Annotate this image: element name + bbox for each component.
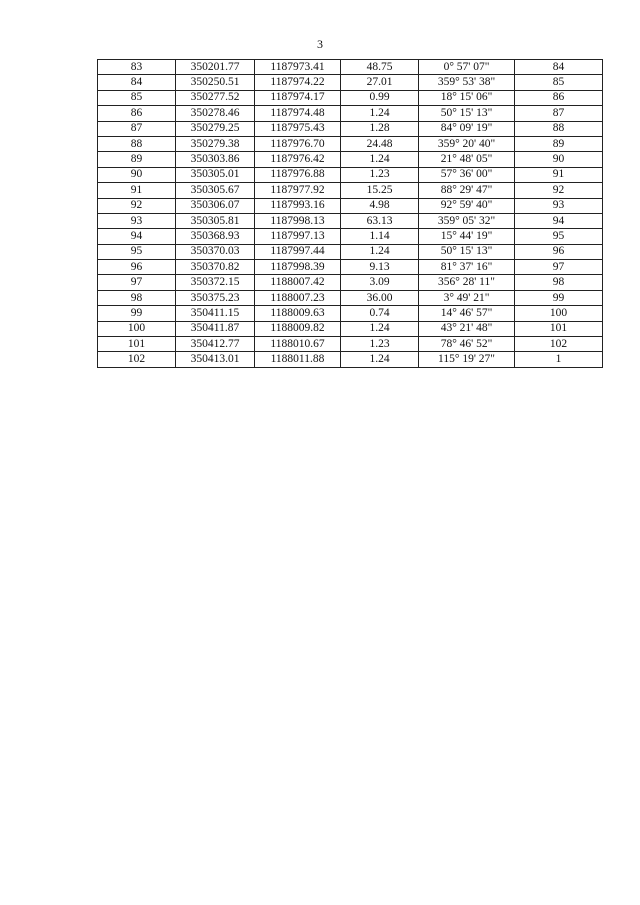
cell-y-coordinate: 1187976.42 — [255, 152, 341, 167]
cell-bearing: 3° 49' 21" — [419, 290, 515, 305]
cell-x-coordinate: 350277.52 — [176, 90, 255, 105]
cell-next-point: 94 — [515, 213, 603, 228]
cell-y-coordinate: 1188009.82 — [255, 321, 341, 336]
cell-x-coordinate: 350279.38 — [176, 136, 255, 151]
cell-next-point: 98 — [515, 275, 603, 290]
coordinates-table-body — [98, 60, 603, 368]
cell-x-coordinate: 350278.46 — [176, 106, 255, 121]
cell-x-coordinate: 350370.82 — [176, 260, 255, 275]
table-row — [98, 321, 603, 336]
table-row — [98, 75, 603, 90]
table-row — [98, 244, 603, 259]
cell-distance: 1.28 — [341, 121, 419, 136]
cell-distance: 4.98 — [341, 198, 419, 213]
cell-bearing: 50° 15' 13" — [419, 106, 515, 121]
cell-point-number: 95 — [98, 244, 176, 259]
cell-bearing: 0° 57' 07" — [419, 60, 515, 75]
cell-x-coordinate: 350411.87 — [176, 321, 255, 336]
cell-distance: 36.00 — [341, 290, 419, 305]
cell-distance: 1.23 — [341, 337, 419, 352]
cell-next-point: 100 — [515, 306, 603, 321]
cell-next-point: 101 — [515, 321, 603, 336]
cell-distance: 1.14 — [341, 229, 419, 244]
cell-point-number: 102 — [98, 352, 176, 367]
cell-point-number: 92 — [98, 198, 176, 213]
cell-next-point: 1 — [515, 352, 603, 367]
cell-bearing: 15° 44' 19" — [419, 229, 515, 244]
cell-point-number: 101 — [98, 337, 176, 352]
cell-point-number: 99 — [98, 306, 176, 321]
cell-bearing: 14° 46' 57" — [419, 306, 515, 321]
cell-y-coordinate: 1187974.17 — [255, 90, 341, 105]
cell-y-coordinate: 1187993.16 — [255, 198, 341, 213]
cell-y-coordinate: 1187997.44 — [255, 244, 341, 259]
cell-point-number: 94 — [98, 229, 176, 244]
cell-y-coordinate: 1188007.42 — [255, 275, 341, 290]
cell-x-coordinate: 350372.15 — [176, 275, 255, 290]
cell-distance: 1.24 — [341, 352, 419, 367]
cell-next-point: 102 — [515, 337, 603, 352]
cell-distance: 0.74 — [341, 306, 419, 321]
cell-next-point: 99 — [515, 290, 603, 305]
cell-point-number: 93 — [98, 213, 176, 228]
cell-x-coordinate: 350368.93 — [176, 229, 255, 244]
cell-distance: 24.48 — [341, 136, 419, 151]
cell-next-point: 89 — [515, 136, 603, 151]
cell-x-coordinate: 350411.15 — [176, 306, 255, 321]
cell-distance: 1.24 — [341, 106, 419, 121]
cell-distance: 1.24 — [341, 244, 419, 259]
cell-next-point: 96 — [515, 244, 603, 259]
cell-y-coordinate: 1187998.39 — [255, 260, 341, 275]
cell-y-coordinate: 1187975.43 — [255, 121, 341, 136]
cell-y-coordinate: 1187973.41 — [255, 60, 341, 75]
cell-x-coordinate: 350303.86 — [176, 152, 255, 167]
cell-point-number: 83 — [98, 60, 176, 75]
cell-bearing: 115° 19' 27" — [419, 352, 515, 367]
table-row — [98, 60, 603, 75]
cell-x-coordinate: 350305.67 — [176, 183, 255, 198]
cell-next-point: 88 — [515, 121, 603, 136]
cell-x-coordinate: 350306.07 — [176, 198, 255, 213]
cell-point-number: 85 — [98, 90, 176, 105]
cell-x-coordinate: 350412.77 — [176, 337, 255, 352]
cell-x-coordinate: 350370.03 — [176, 244, 255, 259]
cell-distance: 1.23 — [341, 167, 419, 182]
cell-distance: 1.24 — [341, 321, 419, 336]
cell-x-coordinate: 350413.01 — [176, 352, 255, 367]
cell-next-point: 93 — [515, 198, 603, 213]
table-row — [98, 152, 603, 167]
cell-bearing: 78° 46' 52" — [419, 337, 515, 352]
cell-next-point: 97 — [515, 260, 603, 275]
cell-y-coordinate: 1187976.70 — [255, 136, 341, 151]
cell-next-point: 85 — [515, 75, 603, 90]
cell-point-number: 88 — [98, 136, 176, 151]
cell-y-coordinate: 1187997.13 — [255, 229, 341, 244]
cell-distance: 0.99 — [341, 90, 419, 105]
cell-point-number: 84 — [98, 75, 176, 90]
cell-x-coordinate: 350375.23 — [176, 290, 255, 305]
coordinates-table — [97, 59, 603, 368]
cell-x-coordinate: 350201.77 — [176, 60, 255, 75]
cell-y-coordinate: 1187974.22 — [255, 75, 341, 90]
cell-next-point: 95 — [515, 229, 603, 244]
cell-point-number: 89 — [98, 152, 176, 167]
cell-point-number: 90 — [98, 167, 176, 182]
cell-distance: 48.75 — [341, 60, 419, 75]
cell-bearing: 359° 20' 40" — [419, 136, 515, 151]
cell-y-coordinate: 1187977.92 — [255, 183, 341, 198]
cell-distance: 63.13 — [341, 213, 419, 228]
table-row — [98, 337, 603, 352]
cell-y-coordinate: 1187974.48 — [255, 106, 341, 121]
cell-x-coordinate: 350279.25 — [176, 121, 255, 136]
cell-next-point: 91 — [515, 167, 603, 182]
page-number: 3 — [317, 37, 323, 51]
cell-point-number: 96 — [98, 260, 176, 275]
cell-point-number: 87 — [98, 121, 176, 136]
table-row — [98, 260, 603, 275]
cell-bearing: 84° 09' 19" — [419, 121, 515, 136]
cell-bearing: 21° 48' 05" — [419, 152, 515, 167]
cell-y-coordinate: 1188011.88 — [255, 352, 341, 367]
cell-bearing: 88° 29' 47" — [419, 183, 515, 198]
table-row — [98, 352, 603, 367]
cell-bearing: 356° 28' 11" — [419, 275, 515, 290]
table-row — [98, 90, 603, 105]
cell-y-coordinate: 1188007.23 — [255, 290, 341, 305]
table-row — [98, 183, 603, 198]
table-row — [98, 106, 603, 121]
cell-next-point: 87 — [515, 106, 603, 121]
cell-y-coordinate: 1187998.13 — [255, 213, 341, 228]
cell-y-coordinate: 1187976.88 — [255, 167, 341, 182]
table-row — [98, 198, 603, 213]
table-row — [98, 213, 603, 228]
cell-bearing: 57° 36' 00" — [419, 167, 515, 182]
cell-distance: 3.09 — [341, 275, 419, 290]
cell-next-point: 86 — [515, 90, 603, 105]
cell-y-coordinate: 1188009.63 — [255, 306, 341, 321]
table-row — [98, 275, 603, 290]
cell-bearing: 359° 05' 32" — [419, 213, 515, 228]
cell-distance: 9.13 — [341, 260, 419, 275]
table-row — [98, 167, 603, 182]
table-row — [98, 121, 603, 136]
cell-bearing: 50° 15' 13" — [419, 244, 515, 259]
cell-point-number: 86 — [98, 106, 176, 121]
table-row — [98, 290, 603, 305]
cell-x-coordinate: 350250.51 — [176, 75, 255, 90]
cell-bearing: 359° 53' 38" — [419, 75, 515, 90]
cell-point-number: 91 — [98, 183, 176, 198]
table-row — [98, 306, 603, 321]
cell-x-coordinate: 350305.81 — [176, 213, 255, 228]
table-row — [98, 229, 603, 244]
cell-next-point: 90 — [515, 152, 603, 167]
table-row — [98, 136, 603, 151]
cell-point-number: 97 — [98, 275, 176, 290]
cell-point-number: 98 — [98, 290, 176, 305]
cell-distance: 15.25 — [341, 183, 419, 198]
cell-distance: 27.01 — [341, 75, 419, 90]
cell-bearing: 92° 59' 40" — [419, 198, 515, 213]
cell-bearing: 18° 15' 06" — [419, 90, 515, 105]
cell-bearing: 43° 21' 48" — [419, 321, 515, 336]
cell-point-number: 100 — [98, 321, 176, 336]
cell-y-coordinate: 1188010.67 — [255, 337, 341, 352]
cell-next-point: 84 — [515, 60, 603, 75]
cell-bearing: 81° 37' 16" — [419, 260, 515, 275]
cell-distance: 1.24 — [341, 152, 419, 167]
cell-next-point: 92 — [515, 183, 603, 198]
cell-x-coordinate: 350305.01 — [176, 167, 255, 182]
